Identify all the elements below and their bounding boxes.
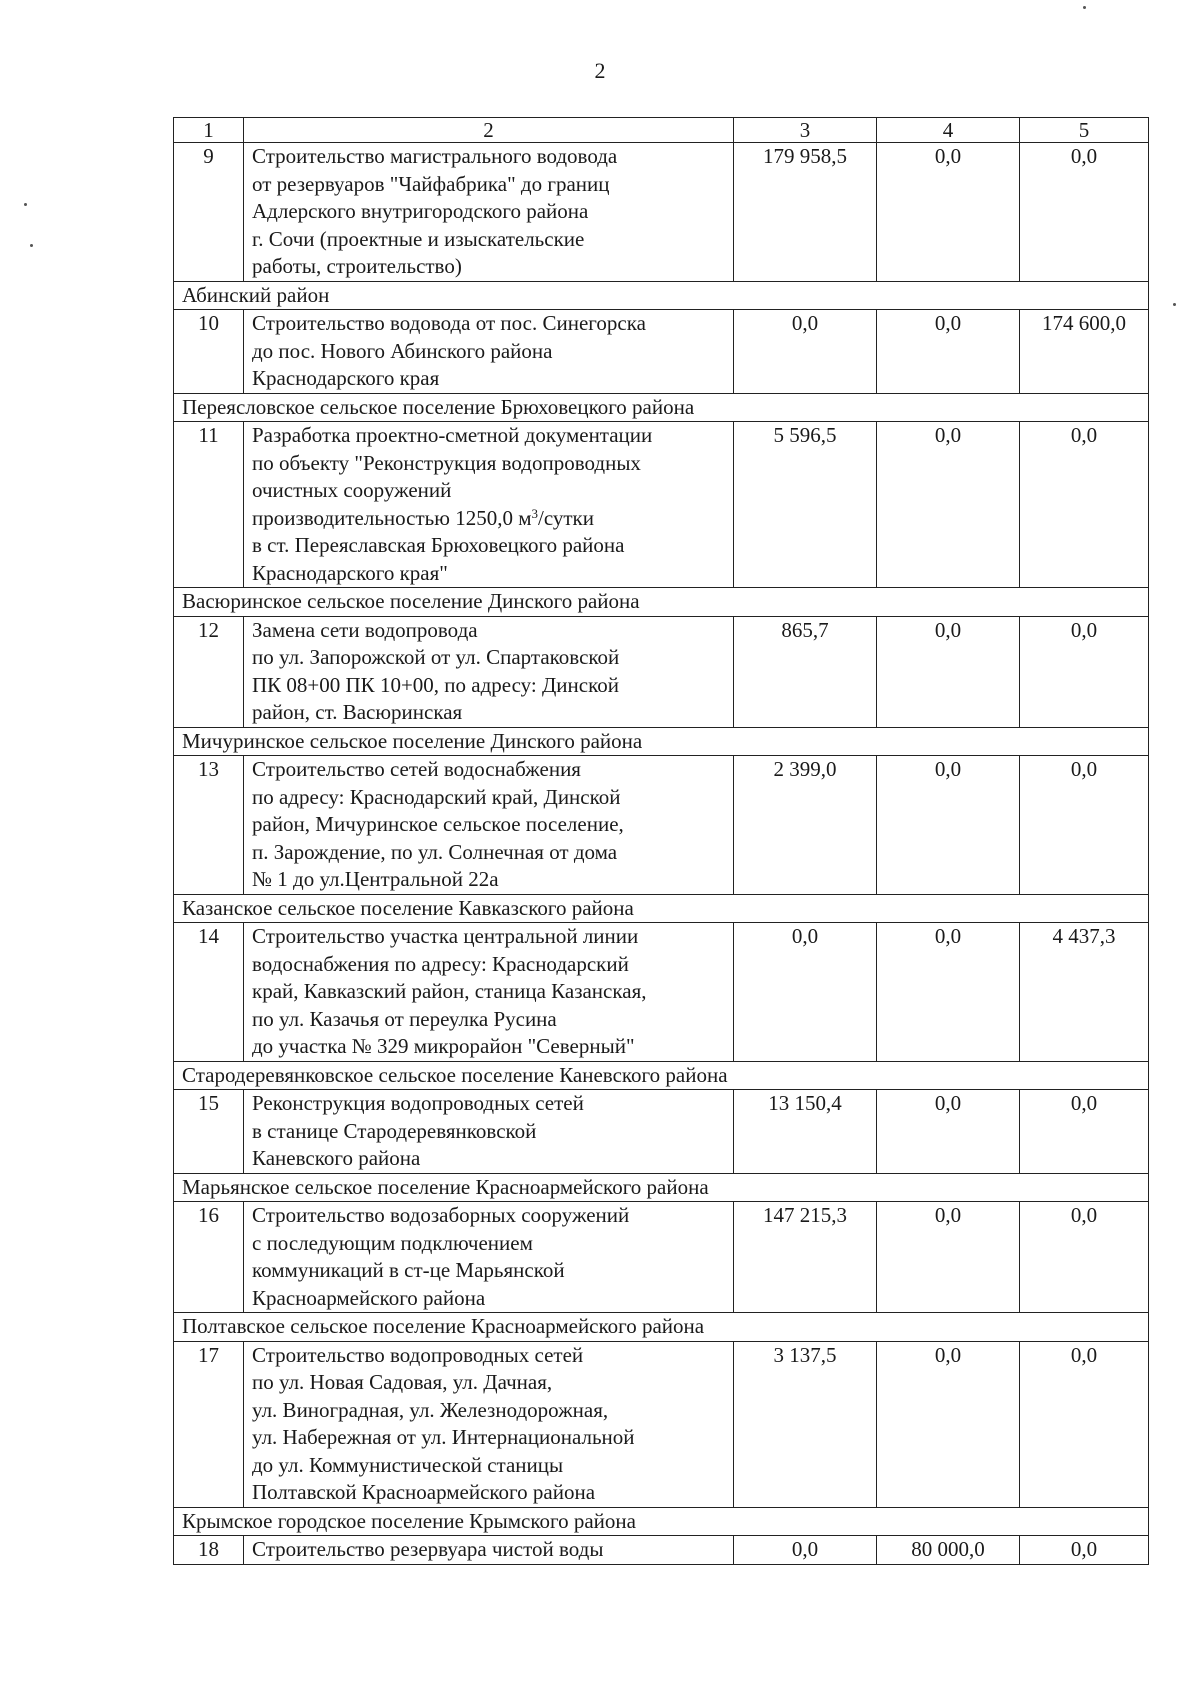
object-name: Строительство сетей водоснабжения по адресу: Краснодарский край, Динской район, Мичуринское сельское поселение, п. Зарождение, по ул. Солнечная от дома № 1 до ул.Центральной 22а xyxy=(244,756,734,895)
value-col-4: 0,0 xyxy=(877,1090,1020,1174)
row-number: 17 xyxy=(174,1341,244,1507)
row-number: 18 xyxy=(174,1536,244,1565)
table-row xyxy=(174,923,1149,1062)
row-number: 13 xyxy=(174,756,244,895)
column-number-2: 2 xyxy=(244,118,734,143)
section-row xyxy=(174,1507,1149,1536)
section-title: Казанское сельское поселение Кавказского района xyxy=(174,894,1149,923)
value-col-5: 0,0 xyxy=(1020,422,1149,588)
value-col-4: 0,0 xyxy=(877,310,1020,394)
value-col-4: 0,0 xyxy=(877,756,1020,895)
row-number: 12 xyxy=(174,616,244,727)
section-title: Стародеревянковское сельское поселение Каневского района xyxy=(174,1061,1149,1090)
object-name: Строительство участка центральной линии водоснабжения по адресу: Краснодарский край, Кавказский район, станица Казанская, по ул. Казачья от переулка Русина до участка № 329 микрорайон "Северный" xyxy=(244,923,734,1062)
value-col-5: 0,0 xyxy=(1020,143,1149,282)
value-col-3: 147 215,3 xyxy=(734,1202,877,1313)
section-title: Полтавское сельское поселение Красноармейского района xyxy=(174,1313,1149,1342)
row-number: 10 xyxy=(174,310,244,394)
value-col-4: 0,0 xyxy=(877,1202,1020,1313)
value-col-4: 0,0 xyxy=(877,143,1020,282)
value-col-5: 0,0 xyxy=(1020,756,1149,895)
object-name: Строительство водопроводных сетей по ул. Новая Садовая, ул. Дачная, ул. Виноградная, ул. Железнодорожная, ул. Набережная от ул. Интернациональной до ул. Коммунистической станицы Полтавской Красноармейского района xyxy=(244,1341,734,1507)
section-title: Марьянское сельское поселение Красноармейского района xyxy=(174,1173,1149,1202)
value-col-5: 4 437,3 xyxy=(1020,923,1149,1062)
table-row xyxy=(174,143,1149,282)
section-row xyxy=(174,1173,1149,1202)
value-col-4: 0,0 xyxy=(877,422,1020,588)
value-col-4: 0,0 xyxy=(877,923,1020,1062)
scan-speck xyxy=(24,203,27,206)
column-number-1: 1 xyxy=(174,118,244,143)
object-name: Строительство магистрального водовода от резервуаров "Чайфабрика" до границ Адлерского внутригородского района г. Сочи (проектные и изыскательские работы, строительство) xyxy=(244,143,734,282)
value-col-3: 3 137,5 xyxy=(734,1341,877,1507)
value-col-3: 5 596,5 xyxy=(734,422,877,588)
section-title: Васюринское сельское поселение Динского района xyxy=(174,588,1149,617)
value-col-5: 0,0 xyxy=(1020,616,1149,727)
scan-speck xyxy=(30,244,33,247)
table-row xyxy=(174,1536,1149,1565)
scan-speck xyxy=(1173,303,1176,306)
value-col-4: 0,0 xyxy=(877,616,1020,727)
value-col-4: 0,0 xyxy=(877,1341,1020,1507)
section-row xyxy=(174,281,1149,310)
table-row xyxy=(174,756,1149,895)
section-row xyxy=(174,894,1149,923)
value-col-3: 179 958,5 xyxy=(734,143,877,282)
column-number-4: 4 xyxy=(877,118,1020,143)
value-col-3: 0,0 xyxy=(734,1536,877,1565)
row-number: 9 xyxy=(174,143,244,282)
table-row xyxy=(174,310,1149,394)
investment-table xyxy=(173,117,1149,1565)
object-name: Реконструкция водопроводных сетей в станице Стародеревянковской Каневского района xyxy=(244,1090,734,1174)
page-number: 2 xyxy=(594,58,606,83)
object-name: Строительство резервуара чистой воды xyxy=(244,1536,734,1565)
row-number: 11 xyxy=(174,422,244,588)
value-col-3: 865,7 xyxy=(734,616,877,727)
value-col-5: 0,0 xyxy=(1020,1536,1149,1565)
section-row xyxy=(174,727,1149,756)
table-row xyxy=(174,1202,1149,1313)
table-row xyxy=(174,616,1149,727)
value-col-3: 2 399,0 xyxy=(734,756,877,895)
section-row xyxy=(174,393,1149,422)
value-col-5: 0,0 xyxy=(1020,1090,1149,1174)
object-name-part-2: /сутки в ст. Переяславская Брюховецкого района Краснодарского края" xyxy=(252,505,625,585)
table-row xyxy=(174,1341,1149,1507)
value-col-4: 80 000,0 xyxy=(877,1536,1020,1565)
column-number-5: 5 xyxy=(1020,118,1149,143)
object-name: Замена сети водопровода по ул. Запорожской от ул. Спартаковской ПК 08+00 ПК 10+00, по адресу: Динской район, ст. Васюринская xyxy=(244,616,734,727)
table-row xyxy=(174,422,1149,588)
section-title: Абинский район xyxy=(174,281,1149,310)
value-col-3: 0,0 xyxy=(734,923,877,1062)
superscript: 3 xyxy=(531,505,538,521)
column-number-3: 3 xyxy=(734,118,877,143)
object-name-part-1: Разработка проектно-сметной документации по объекту "Реконструкция водопроводных очистных сооружений производительностью 1250,0 м xyxy=(252,423,653,530)
section-row xyxy=(174,588,1149,617)
value-col-3: 0,0 xyxy=(734,310,877,394)
value-col-5: 0,0 xyxy=(1020,1341,1149,1507)
column-number-row xyxy=(174,118,1149,143)
section-title: Мичуринское сельское поселение Динского района xyxy=(174,727,1149,756)
row-number: 16 xyxy=(174,1202,244,1313)
section-row xyxy=(174,1061,1149,1090)
value-col-3: 13 150,4 xyxy=(734,1090,877,1174)
object-name xyxy=(244,422,734,588)
value-col-5: 174 600,0 xyxy=(1020,310,1149,394)
section-title: Переясловское сельское поселение Брюховецкого района xyxy=(174,393,1149,422)
section-title: Крымское городское поселение Крымского района xyxy=(174,1507,1149,1536)
section-row xyxy=(174,1313,1149,1342)
table-row xyxy=(174,1090,1149,1174)
value-col-5: 0,0 xyxy=(1020,1202,1149,1313)
scan-speck xyxy=(1083,6,1086,9)
object-name: Строительство водозаборных сооружений с последующим подключением коммуникаций в ст-це Марьянской Красноармейского района xyxy=(244,1202,734,1313)
row-number: 14 xyxy=(174,923,244,1062)
row-number: 15 xyxy=(174,1090,244,1174)
object-name: Строительство водовода от пос. Синегорска до пос. Нового Абинского района Краснодарского края xyxy=(244,310,734,394)
